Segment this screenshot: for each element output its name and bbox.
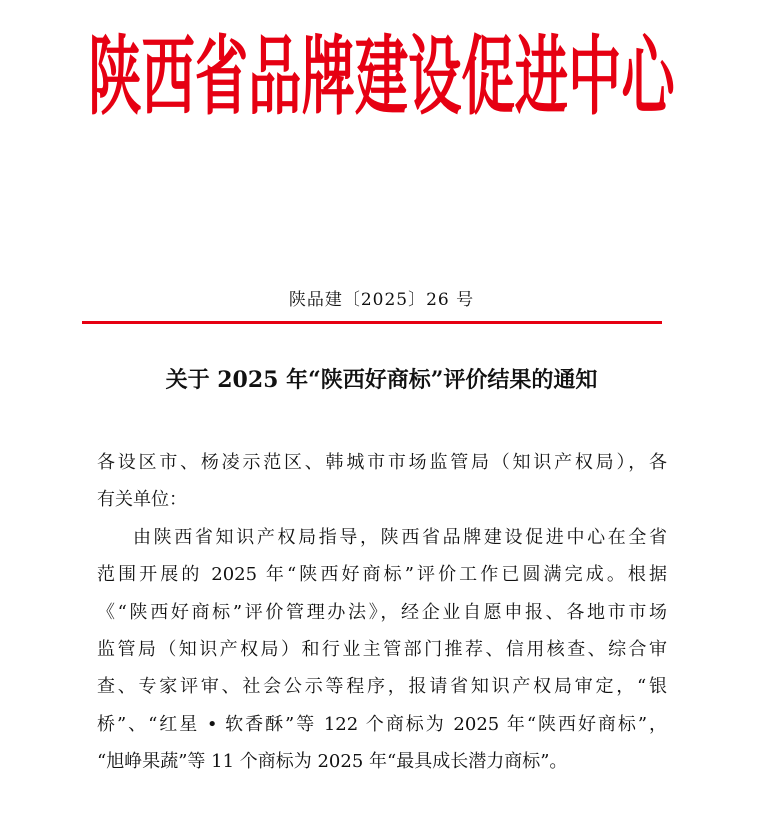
notice-title: 关于 2025 年“陕西好商标”评价结果的通知: [165, 367, 598, 393]
paragraph-line: 由陕西省知识产权局指导，陕西省品牌建设促进中心在全省: [133, 526, 667, 548]
issuer-masthead: 陕西省品牌建设促进中心: [88, 25, 675, 127]
paragraph-line: 《“陕西好商标”评价管理办法》，经企业自愿申报、各地市市场: [97, 601, 667, 623]
paragraph-line: 查、专家评审、社会公示等程序，报请省知识产权局审定，“银: [97, 676, 667, 698]
notice-body: [97, 444, 667, 781]
red-divider-rule: [82, 321, 662, 324]
paragraph-line: “旭峥果蔬”等 11 个商标为 2025 年“最具成长潜力商标”。: [97, 751, 568, 773]
paragraph-line: 范围开展的 2025 年“陕西好商标”评价工作已圆满完成。根据: [97, 564, 667, 586]
paragraph-line: 监管局（知识产权局）和行业主管部门推荐、信用核查、综合审: [97, 638, 667, 660]
salutation-line: 各设区市、杨凌示范区、韩城市市场监管局（知识产权局），各: [97, 452, 667, 473]
paragraph-line: 桥”、“红星 • 软香酥”等 122 个商标为 2025 年“陕西好商标”，: [97, 713, 667, 735]
document-number: 陕品建〔2025〕26 号: [288, 290, 475, 310]
salutation-line: 有关单位：: [97, 489, 187, 511]
